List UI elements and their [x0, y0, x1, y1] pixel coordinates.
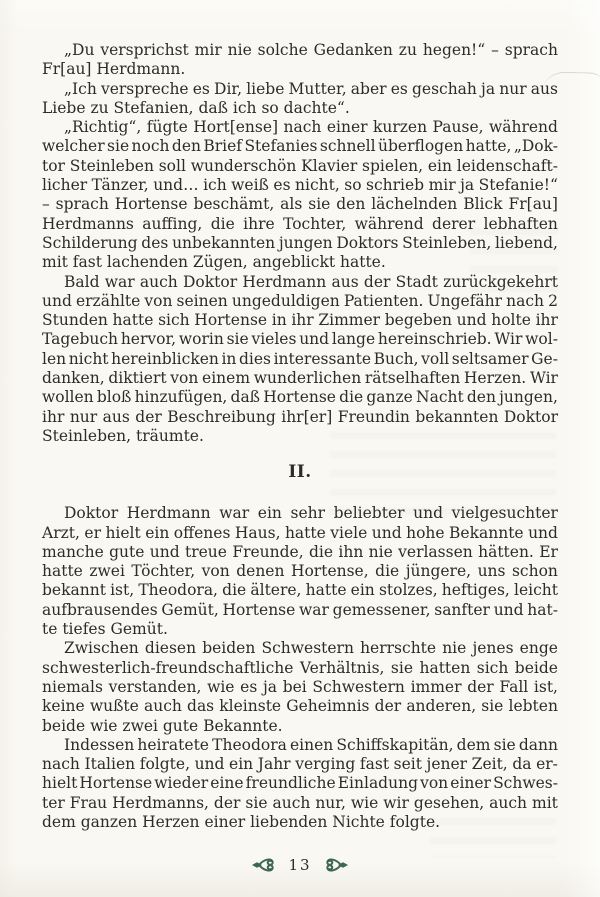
- paragraph: [42, 639, 558, 735]
- text-line: keine wußte auch das kleinste Geheimnis der anderen, sie lebten: [42, 697, 558, 716]
- text-line: mit fast lachenden Zügen, angeblickt hatte.: [42, 253, 386, 272]
- text-line: dem ganzen Herzen einer liebenden Nichte folgte.: [42, 812, 441, 831]
- text-line: len nicht hereinblicken in dies interessante Buch, voll seltsamer Ge-: [42, 349, 558, 368]
- text-line: ter Frau Herdmanns, der sie auch nur, wie wir gesehen, auch mit: [42, 793, 558, 812]
- text-line: Steinleben, träumte.: [42, 426, 204, 445]
- paragraph: [42, 41, 558, 80]
- paragraph: [42, 80, 558, 119]
- text-line: licher Tänzer, und… ich weiß es nicht, so schrieb mir ja Stefanie!“: [42, 176, 558, 195]
- text-line: Bald war auch Doktor Herdmann aus der Stadt zurückgekehrt: [64, 272, 558, 291]
- text-line: schwesterlich-freundschaftliche Verhältnis, sie hatten sich beide: [42, 658, 558, 677]
- paragraph: [42, 273, 558, 447]
- text-line: nach Italien folgte, und ein Jahr verging fast seit jener Zeit, da er-: [42, 755, 558, 774]
- chapter-heading: II.: [288, 462, 312, 483]
- text-line: „Du versprichst mir nie solche Gedanken zu hegen!“ – sprach: [64, 41, 558, 59]
- text-line: und erzählte von seinen ungeduldigen Patienten. Ungefähr nach 2: [42, 291, 558, 310]
- text-line: beide wie zwei gute Bekannte.: [42, 716, 283, 735]
- text-line: Arzt, er hielt ein offenes Haus, hatte viele und hohe Bekannte und: [42, 523, 558, 542]
- paragraph: [42, 736, 558, 832]
- text-line: te tiefes Gemüt.: [42, 620, 168, 639]
- text-line: niemals verstanden, wie es ja bei Schwestern immer der Fall ist,: [42, 677, 558, 696]
- paragraph: [42, 504, 558, 639]
- text-line: Indessen heiratete Theodora einen Schiffskapitän, dem sie dann: [64, 735, 558, 754]
- text-line: danken, diktiert von einem wunderlichen rätselhaften Herzen. Wir: [42, 369, 558, 388]
- fleuron-left-icon: [251, 857, 275, 873]
- text-line: aufbrausendes Gemüt, Hortense war gemessener, sanfter und hat-: [42, 600, 558, 619]
- text-line: Doktor Herdmann war ein sehr beliebter und vielgesuchter: [64, 504, 558, 523]
- paragraph: [42, 118, 558, 272]
- text-line: Fr[au] Herdmann.: [42, 60, 186, 79]
- text-line: tor Steinleben soll wunderschön Klavier spielen, ein leidenschaft-: [42, 156, 558, 175]
- text-line: Schilderung des unbekannten jungen Doktors Steinleben, liebend,: [42, 233, 558, 252]
- text-body: [42, 41, 558, 832]
- text-line: Zwischen diesen beiden Schwestern herrschte nie jenes enge: [64, 639, 558, 658]
- text-line: „Ich verspreche es Dir, liebe Mutter, aber es geschah ja nur aus: [64, 79, 558, 98]
- text-line: welcher sie noch den Brief Stefanies schnell überflogen hatte, „Dok-: [42, 137, 558, 156]
- fleuron-right-icon: [325, 857, 349, 873]
- text-line: Tagebuch hervor, worin sie vieles und lange hereinschrieb. Wir wol-: [42, 330, 558, 349]
- text-line: Herdmanns auffing, die ihre Tochter, während derer lebhaften: [42, 214, 558, 233]
- text-line: wollen bloß hinzufügen, daß Hortense die ganze Nacht den jungen,: [42, 388, 558, 407]
- text-line: hatte zwei Töchter, von denen Hortense, die jüngere, uns schon: [42, 562, 558, 581]
- page-footer: [0, 856, 600, 874]
- text-line: bekannt ist, Theodora, die ältere, hatte ein stolzes, heftiges, leicht: [42, 581, 558, 600]
- text-line: – sprach Hortense beschämt, als sie den lächelnden Blick Fr[au]: [42, 195, 558, 214]
- text-line: Liebe zu Stefanien, daß ich so dachte“.: [42, 98, 350, 117]
- text-line: Stunden hatte sich Hortense in ihr Zimmer begeben und holte ihr: [42, 311, 558, 330]
- text-line: ihr nur aus der Beschreibung ihr[er] Freundin bekannten Doktor: [42, 407, 558, 426]
- text-line: manche gute und treue Freunde, die ihn nie verlassen hätten. Er: [42, 542, 558, 561]
- page-number: 13: [288, 856, 312, 874]
- text-line: „Richtig“, fügte Hort[ense] nach einer kurzen Pause, während: [64, 118, 558, 137]
- text-line: hielt Hortense wieder eine freundliche Einladung von einer Schwes-: [42, 774, 558, 793]
